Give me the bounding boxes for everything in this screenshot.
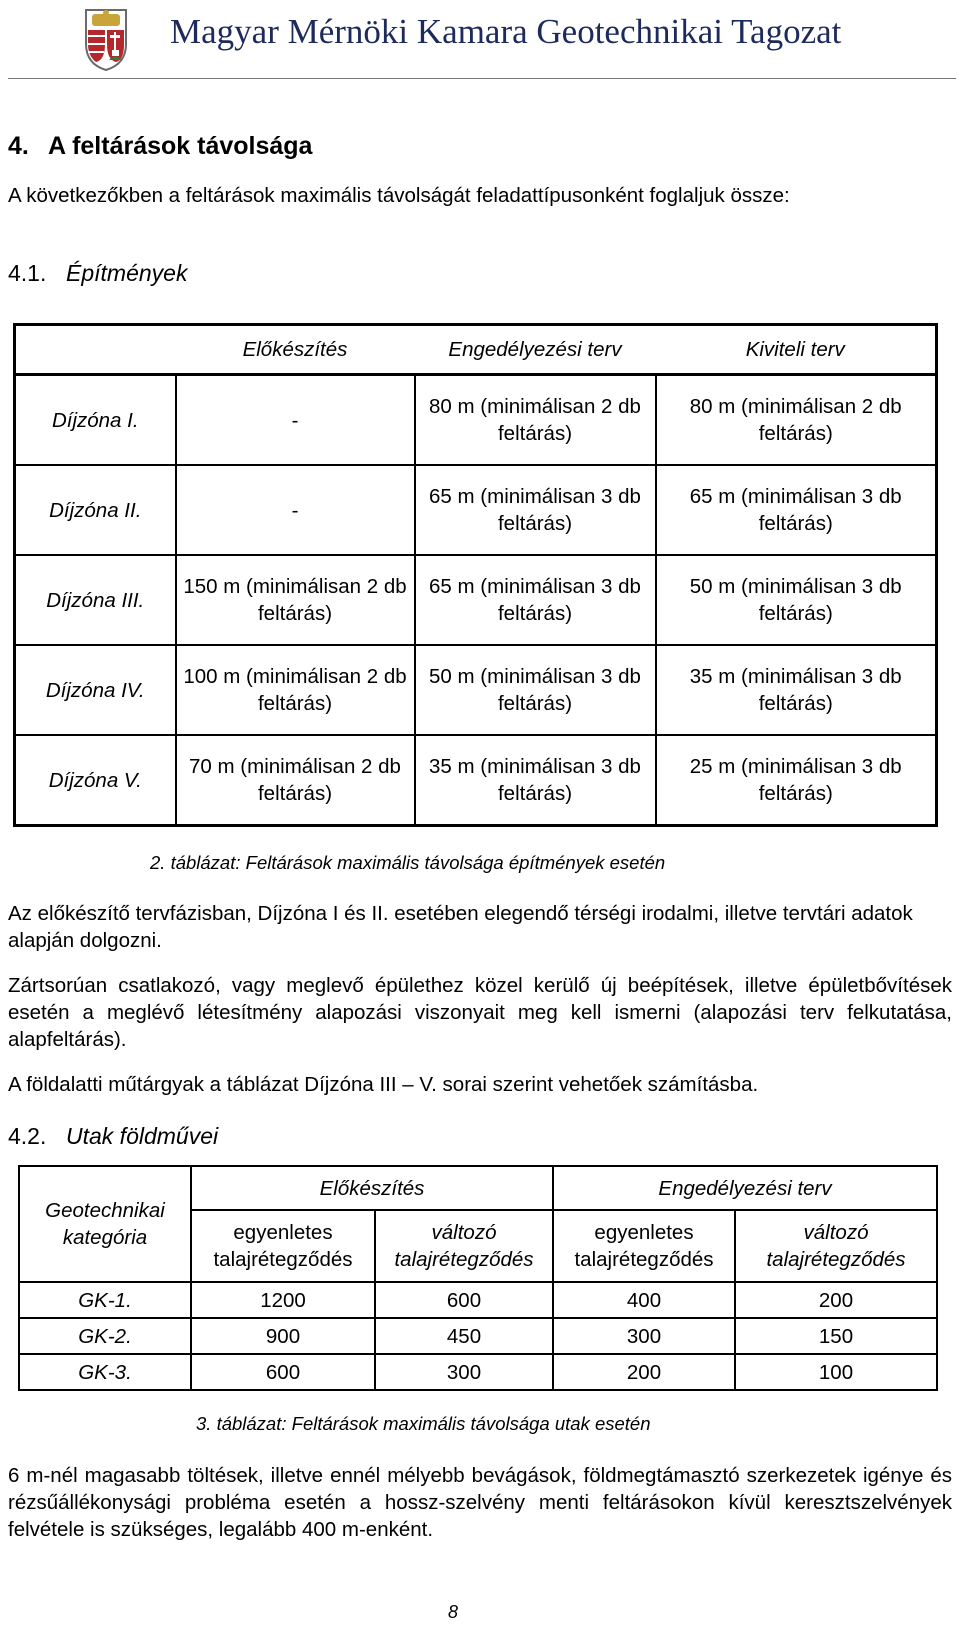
table-cell: 450 [375, 1318, 553, 1354]
table-cell: Díjzóna III. [15, 555, 176, 645]
table-cell: 1200 [191, 1282, 375, 1318]
page-number: 8 [448, 1602, 459, 1622]
section-title: A feltárások távolsága [48, 132, 313, 160]
table-caption: 3. táblázat: Feltárások maximális távolsága utak esetén [196, 1413, 651, 1434]
table-row [15, 555, 937, 645]
header-title: Magyar Mérnöki Kamara Geotechnikai Tagozat [170, 12, 842, 51]
subsection-title: Utak földművei [66, 1123, 219, 1149]
table-cell: 200 [735, 1282, 937, 1318]
table-cell: GK-2. [19, 1318, 191, 1354]
header-divider [8, 78, 956, 79]
table-row [15, 735, 937, 826]
table-cell: 600 [191, 1354, 375, 1390]
paragraph: Zártsorúan csatlakozó, vagy meglevő épülethez közel kerülő új beépítések, illetve épületbővítések esetén a meglévő létesítmény alapozási viszonyait meg kell ismerni (alapozási terv felkutatása, alapfeltárás). [8, 974, 952, 1051]
subsection-title: Építmények [66, 260, 188, 286]
table-cell: 300 [553, 1318, 735, 1354]
section-heading [8, 132, 312, 161]
table-row [15, 645, 937, 735]
table-cell: 150 m (minimálisan 2 db feltárás) [176, 555, 415, 645]
table-cell: 150 [735, 1318, 937, 1354]
table-cell: 80 m (minimálisan 2 db feltárás) [656, 375, 937, 466]
table-cell: GK-3. [19, 1354, 191, 1390]
coat-of-arms-logo [76, 4, 136, 72]
table-cell: 35 m (minimálisan 3 db feltárás) [656, 645, 937, 735]
table-header-row [15, 325, 937, 375]
table-cell: Díjzóna V. [15, 735, 176, 826]
table-row [19, 1318, 937, 1354]
table-header-cell: Kiviteli terv [656, 325, 937, 375]
page-header [0, 0, 960, 80]
table-cell: Díjzóna II. [15, 465, 176, 555]
table-row [15, 375, 937, 466]
subsection-heading [8, 260, 187, 287]
table-cell: 100 m (minimálisan 2 db feltárás) [176, 645, 415, 735]
table-cell: 70 m (minimálisan 2 db feltárás) [176, 735, 415, 826]
table-cell: 80 m (minimálisan 2 db feltárás) [415, 375, 656, 466]
subsection-number: 4.1. [8, 260, 47, 286]
closing-paragraph: 6 m-nél magasabb töltések, illetve ennél mélyebb bevágások, földmegtámasztó szerkezetek igénye és rézsűállékonysági probléma esetén a hossz-szelvény menti feltárásokon kívül keresztszelvények felvétele is szükséges, legalább 400 m-enként. [8, 1464, 952, 1541]
section-number: 4. [8, 132, 29, 160]
table-cell: 35 m (minimálisan 3 db feltárás) [415, 735, 656, 826]
table-cell: 900 [191, 1318, 375, 1354]
table-caption: 2. táblázat: Feltárások maximális távolsága építmények esetén [150, 852, 666, 873]
table-cell: 200 [553, 1354, 735, 1390]
table-cell: GK-1. [19, 1282, 191, 1318]
paragraph: Az előkészítő tervfázisban, Díjzóna I és II. esetében elegendő térségi irodalmi, illetve tervtári adatok alapján dolgozni. [8, 902, 913, 952]
table-cell: 400 [553, 1282, 735, 1318]
table-header-cell [15, 325, 176, 375]
table-header-cell: Engedélyezési terv [553, 1166, 937, 1210]
table-cell: 50 m (minimálisan 3 db feltárás) [415, 645, 656, 735]
table-header-cell: Engedélyezési terv [415, 325, 656, 375]
table-cell: - [176, 465, 415, 555]
table-cell: 25 m (minimálisan 3 db feltárás) [656, 735, 937, 826]
table-cell: 65 m (minimálisan 3 db feltárás) [415, 555, 656, 645]
intro-paragraph: A következőkben a feltárások maximális távolságát feladattípusonként foglaljuk össze: [8, 184, 790, 207]
buildings-table [13, 323, 938, 827]
table-cell: 65 m (minimálisan 3 db feltárás) [415, 465, 656, 555]
table-cell: 600 [375, 1282, 553, 1318]
table-header-cell: változó talajrétegződés [375, 1210, 553, 1282]
table-header-cell: Előkészítés [191, 1166, 553, 1210]
subsection-number: 4.2. [8, 1123, 47, 1149]
table-cell: 65 m (minimálisan 3 db feltárás) [656, 465, 937, 555]
table-cell: 50 m (minimálisan 3 db feltárás) [656, 555, 937, 645]
roads-table [18, 1165, 938, 1391]
table-cell: 100 [735, 1354, 937, 1390]
paragraph: A földalatti műtárgyak a táblázat Díjzóna III – V. sorai szerint vehetőek számításba. [8, 1073, 759, 1096]
table-header-cell: egyenletes talajrétegződés [553, 1210, 735, 1282]
table-row [19, 1354, 937, 1390]
table-header-cell: Előkészítés [176, 325, 415, 375]
table-header-cell: egyenletes talajrétegződés [191, 1210, 375, 1282]
table-row [15, 465, 937, 555]
table-cell: - [176, 375, 415, 466]
table-cell: Díjzóna IV. [15, 645, 176, 735]
table-header-cell: Geotechnikai kategória [19, 1166, 191, 1282]
table-cell: 300 [375, 1354, 553, 1390]
table-row [19, 1282, 937, 1318]
subsection-heading [8, 1123, 218, 1150]
table-header-cell: változó talajrétegződés [735, 1210, 937, 1282]
table-cell: Díjzóna I. [15, 375, 176, 466]
table-header-row [19, 1166, 937, 1210]
